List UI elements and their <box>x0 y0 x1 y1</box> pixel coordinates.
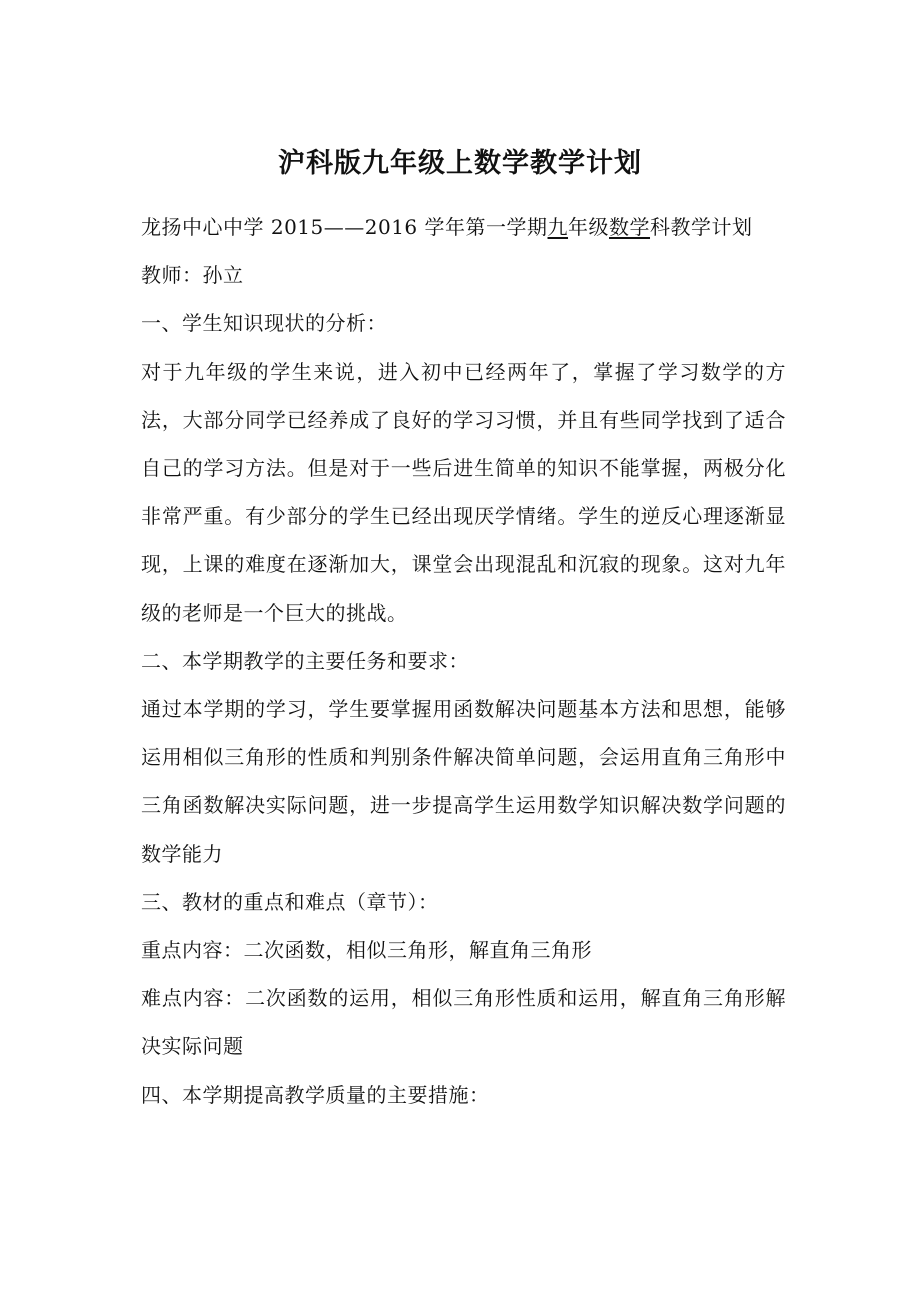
section-paragraph: 对于九年级的学生来说，进入初中已经两年了，掌握了学习数学的方法，大部分同学已经养成了良好的学习习惯，并且有些同学找到了适合自己的学习方法。但是对于一些后进生简单的知识不能掌握，两极分化非常严重。有少部分的学生已经出现厌学情绪。学生的逆反心理逐渐显现，上课的难度在逐渐加大，课堂会出现混乱和沉寂的现象。这对九年级的老师是一个巨大的挑战。 <box>141 359 786 625</box>
document-title: 沪科版九年级上数学教学计划 <box>278 148 642 179</box>
plan-subtitle <box>141 203 786 251</box>
section-heading: 一、学生知识现状的分析： <box>141 311 387 336</box>
section-paragraph: 难点内容：二次函数的运用，相似三角形性质和运用，解直角三角形解决实际问题 <box>141 986 786 1059</box>
section-heading: 三、教材的重点和难点（章节）： <box>141 889 439 914</box>
subtitle-prefix: 龙扬中心中学 2015——2016 学年第一学期 <box>141 215 548 239</box>
subtitle-subject: 数学 <box>609 215 651 239</box>
teacher-line: 教师：孙立 <box>141 263 244 288</box>
subtitle-suffix: 科教学计划 <box>650 215 753 239</box>
section-paragraph: 通过本学期的学习，学生要掌握用函数解决问题基本方法和思想，能够运用相似三角形的性质和判别条件解决简单问题，会运用直角三角形中三角函数解决实际问题，进一步提高学生运用数学知识解决数学问题的数学能力 <box>141 697 786 866</box>
subtitle-grade: 九 <box>547 215 569 239</box>
subtitle-middle: 年级 <box>568 215 610 239</box>
section-heading: 四、本学期提高教学质量的主要措施： <box>141 1082 490 1107</box>
section-heading: 二、本学期教学的主要任务和要求： <box>141 648 469 673</box>
section-paragraph: 重点内容：二次函数，相似三角形，解直角三角形 <box>141 938 592 963</box>
document-body <box>141 203 786 1119</box>
